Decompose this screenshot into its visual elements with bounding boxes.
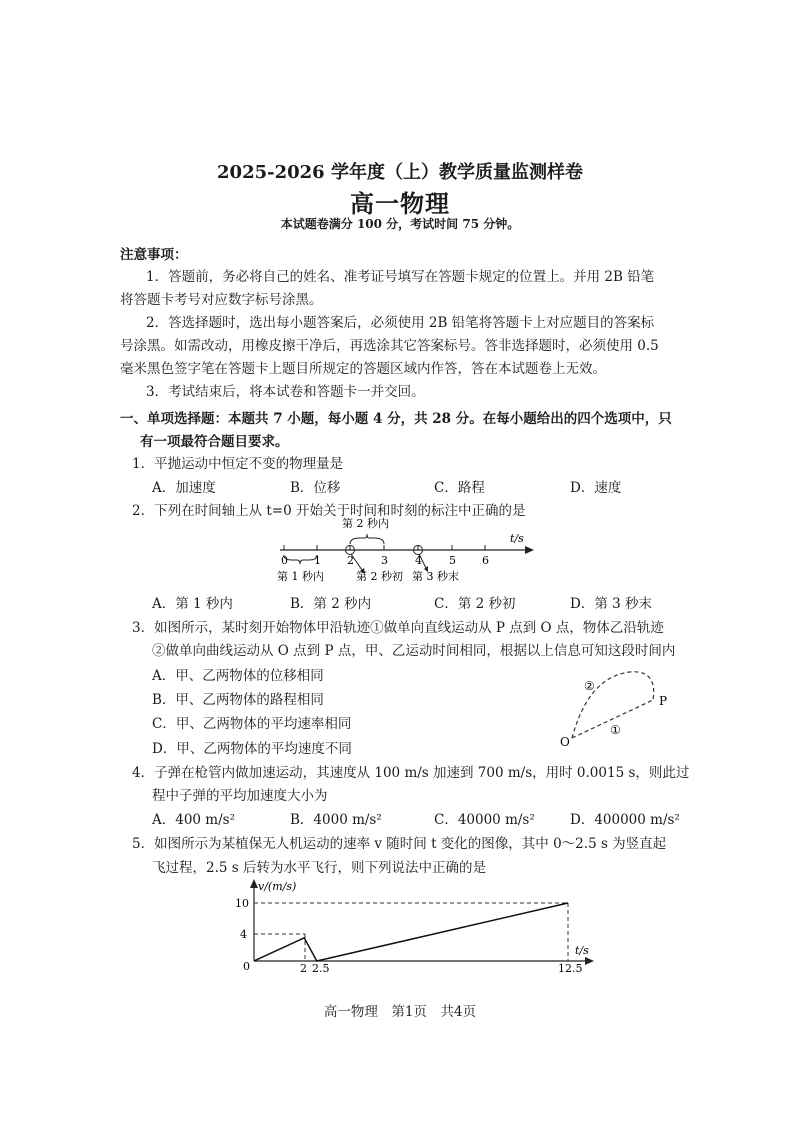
tick-2: 2: [347, 554, 354, 567]
q4-option-b: B．4000 m/s²: [290, 812, 382, 828]
notes-line: 将答题卡考号对应数字标号涂黑。: [120, 292, 323, 308]
q5-stem-line1: 5．如图所示为某植保无人机运动的速率 v 随时间 t 变化的图像，其中 0～2.5 s 为竖直起: [132, 836, 667, 852]
q3-stem-line2: ②做单向曲线运动从 O 点到 P 点，甲、乙运动时间相同，根据以上信息可知这段时间内: [152, 643, 676, 659]
q1-option-a: A．加速度: [152, 480, 216, 496]
path-2-label: ②: [584, 679, 595, 693]
q3-option-c: C．甲、乙两物体的平均速率相同: [152, 716, 352, 732]
timeline-axis-label: t/s: [510, 532, 524, 545]
point-o-label: O: [560, 735, 570, 749]
x-tick-2: 2: [300, 962, 307, 975]
tick-0: 0: [281, 554, 288, 567]
q2-option-a: A．第 1 秒内: [152, 596, 233, 612]
tick-6: 6: [482, 554, 489, 567]
q5-vt-graph: [230, 878, 600, 976]
exam-subject: 高一物理: [350, 189, 450, 218]
q4-stem-line2: 程中子弹的平均加速度大小为: [152, 788, 328, 804]
q4-option-c: C．40000 m/s²: [434, 812, 535, 828]
q2-timeline-figure: [270, 514, 540, 590]
x-axis-label: t/s: [575, 944, 589, 957]
tick-1: 1: [314, 554, 321, 567]
tick-3: 3: [381, 554, 388, 567]
vt-series-line: [254, 903, 568, 961]
y-tick-4: 4: [240, 928, 247, 941]
q3-option-b: B．甲、乙两物体的路程相同: [152, 692, 324, 708]
q2-option-d: D．第 3 秒末: [570, 596, 652, 612]
x-tick-12-5: 12.5: [558, 962, 583, 975]
label-1st-second: 第 1 秒内: [277, 570, 324, 583]
brace-1st-second: [284, 555, 317, 564]
q4-stem-line1: 4．子弹在枪管内做加速运动，其速度从 100 m/s 加速到 700 m/s，用时 0.0015 s，则此过: [132, 765, 690, 781]
section-heading-cont: 有一项最符合题目要求。: [140, 434, 289, 450]
notes-line: 2．答选择题时，选出每小题答案后，必须使用 2B 铅笔将答题卡上对应题目的答案标: [146, 315, 655, 331]
q3-trajectory-figure: [550, 664, 680, 754]
q1-option-b: B．位移: [290, 480, 341, 496]
label-3rd-end: 第 3 秒末: [412, 570, 459, 583]
exam-info: 本试题卷满分 100 分，考试时间 75 分钟。: [280, 217, 520, 231]
tick-5: 5: [449, 554, 456, 567]
path-1-label: ①: [610, 723, 621, 737]
q5-stem-line2: 飞过程，2.5 s 后转为水平飞行，则下列说法中正确的是: [152, 860, 486, 876]
timeline-arrowhead: [525, 546, 534, 554]
notes-line: 3．考试结束后，将本试卷和答题卡一并交回。: [146, 384, 425, 400]
exam-title: 2025-2026 学年度（上）教学质量监测样卷: [217, 162, 583, 183]
timeline-ticks: [284, 545, 485, 550]
q2-stem: 2．下列在时间轴上从 t=0 开始关于时间和时刻的标注中正确的是: [132, 503, 526, 519]
brace-2nd-second: [350, 534, 384, 544]
q4-option-a: A．400 m/s²: [152, 812, 235, 828]
q1-stem: 1．平抛运动中恒定不变的物理量是: [132, 456, 344, 472]
label-2nd-begin: 第 2 秒初: [356, 570, 403, 583]
y-axis-arrow: [250, 879, 258, 888]
notes-heading: 注意事项：: [120, 247, 188, 263]
label-2nd-second: 第 2 秒内: [342, 517, 389, 530]
q3-option-a: A．甲、乙两物体的位移相同: [152, 668, 324, 684]
x-tick-2-5: 2.5: [312, 962, 330, 975]
tick-4: 4: [415, 554, 422, 567]
q3-option-d: D．甲、乙两物体的平均速度不同: [152, 741, 352, 757]
y-axis-label: v/(m/s): [258, 880, 297, 893]
origin-label: 0: [243, 960, 250, 973]
point-p-label: P: [659, 694, 668, 708]
q1-option-c: C．路程: [434, 480, 485, 496]
y-tick-10: 10: [235, 897, 249, 910]
page-footer: 高一物理 第1页 共4页: [323, 1004, 477, 1020]
q4-option-d: D．400000 m/s²: [570, 812, 680, 828]
notes-line: 号涂黑。如需改动，用橡皮擦干净后，再选涂其它答案标号。答非选择题时，必须使用 0.5: [120, 338, 659, 354]
x-axis-arrow: [585, 957, 594, 965]
q3-stem-line1: 3．如图所示，某时刻开始物体甲沿轨迹①做单向直线运动从 P 点到 O 点，物体乙沿轨迹: [132, 620, 664, 636]
q2-option-c: C．第 2 秒初: [434, 596, 516, 612]
q1-option-d: D．速度: [570, 480, 622, 496]
notes-line: 1．答题前，务必将自己的姓名、准考证号填写在答题卡规定的位置上。并用 2B 铅笔: [146, 269, 655, 285]
section-heading: 一、单项选择题：本题共 7 小题，每小题 4 分，共 28 分。在每小题给出的四个选项中，只: [120, 411, 672, 427]
q2-option-b: B．第 2 秒内: [290, 596, 372, 612]
notes-line: 毫米黑色签字笔在答题卡上题目所规定的答题区域内作答，答在本试题卷上无效。: [120, 361, 606, 377]
